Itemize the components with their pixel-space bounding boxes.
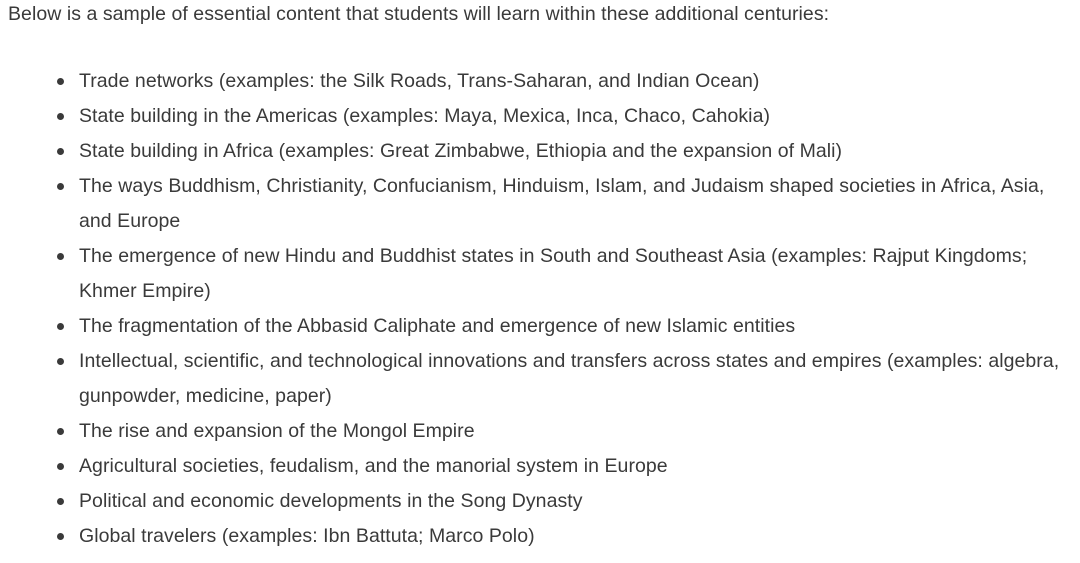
bullet-icon xyxy=(57,78,64,85)
list-item xyxy=(8,414,1072,449)
list-item-text: Political and economic developments in the Song Dynasty xyxy=(79,490,583,512)
list-item-text: The fragmentation of the Abbasid Caliphate and emergence of new Islamic entities xyxy=(79,315,796,337)
list-item-text: The rise and expansion of the Mongol Empire xyxy=(79,420,475,442)
list-item-text: Intellectual, scientific, and technological innovations and transfers across states and empires (examples: algebra, gunpowder, medicine, paper) xyxy=(79,350,1060,407)
list-item xyxy=(8,519,1072,554)
bullet-icon xyxy=(57,253,64,260)
bullet-icon xyxy=(57,498,64,505)
list-item xyxy=(8,169,1072,239)
list-item xyxy=(8,309,1072,344)
list-item xyxy=(8,99,1072,134)
list-item-text: State building in the Americas (examples: Maya, Mexica, Inca, Chaco, Cahokia) xyxy=(79,105,771,127)
list-item xyxy=(8,484,1072,519)
bullet-icon xyxy=(57,323,64,330)
bullet-icon xyxy=(57,428,64,435)
list-item-text: Agricultural societies, feudalism, and the manorial system in Europe xyxy=(79,455,668,477)
list-item-text: State building in Africa (examples: Great Zimbabwe, Ethiopia and the expansion of Mali) xyxy=(79,140,843,162)
bullet-icon xyxy=(57,183,64,190)
list-item-text: The ways Buddhism, Christianity, Confucianism, Hinduism, Islam, and Judaism shaped societies in Africa, Asia, and Europe xyxy=(79,175,1045,232)
bullet-icon xyxy=(57,148,64,155)
list-item xyxy=(8,64,1072,99)
list-item xyxy=(8,134,1072,169)
list-item-text: The emergence of new Hindu and Buddhist states in South and Southeast Asia (examples: Rajput Kingdoms; Khmer Empire) xyxy=(79,245,1028,302)
intro-paragraph: Below is a sample of essential content that students will learn within these additional centuries: xyxy=(8,3,830,25)
document-content xyxy=(8,0,1072,547)
list-item xyxy=(8,449,1072,484)
list-item-text: Trade networks (examples: the Silk Roads, Trans-Saharan, and Indian Ocean) xyxy=(79,70,760,92)
list-item-text: Global travelers (examples: Ibn Battuta; Marco Polo) xyxy=(79,525,535,547)
bullet-icon xyxy=(57,463,64,470)
bullet-icon xyxy=(57,533,64,540)
list-item xyxy=(8,239,1072,309)
bullet-icon xyxy=(57,358,64,365)
content-list xyxy=(8,64,1072,554)
list-item xyxy=(8,344,1072,414)
bullet-icon xyxy=(57,113,64,120)
